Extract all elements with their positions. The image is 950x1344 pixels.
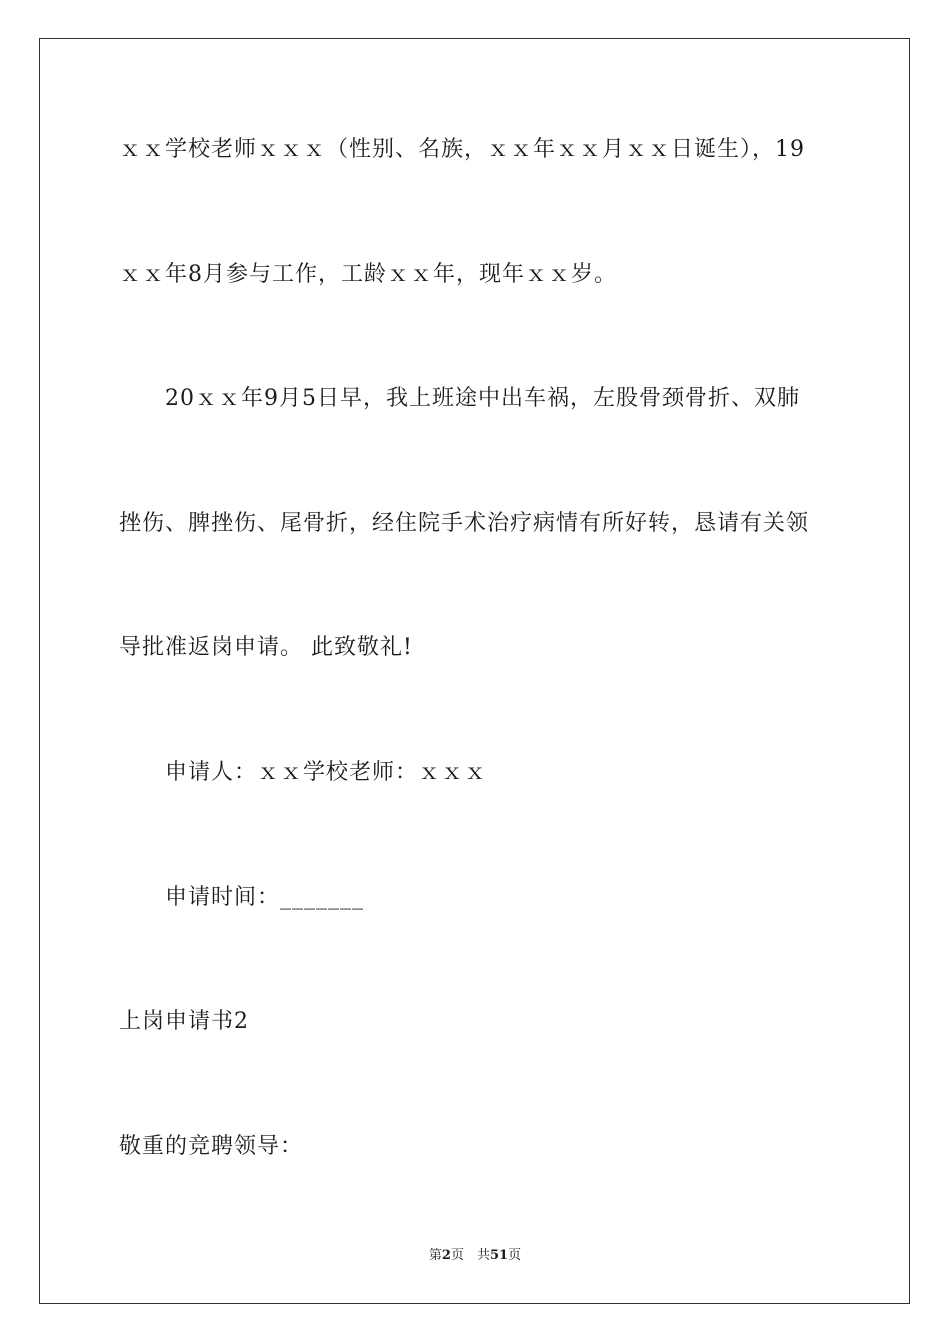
body-line-3: 20ｘｘ年9月5日早，我上班途中出车祸，左股骨颈骨折、双肺 [165, 386, 800, 411]
page-border [39, 38, 910, 1304]
body-line-1: ｘｘ学校老师ｘｘｘ（性别、名族，ｘｘ年ｘｘ月ｘｘ日诞生），19 [119, 137, 805, 162]
application-date-line: 申请时间：_______ [165, 885, 365, 910]
applicant-line: 申请人：ｘｘ学校老师：ｘｘｘ [165, 760, 488, 785]
footer-page-number: 2 [441, 1248, 451, 1263]
body-line-2: ｘｘ年8月参与工作，工龄ｘｘ年，现年ｘｘ岁。 [119, 262, 617, 287]
page-footer [0, 1247, 950, 1265]
salutation-line: 敬重的竞聘领导： [119, 1134, 304, 1159]
section-title: 上岗申请书2 [119, 1009, 249, 1034]
footer-suffix: 页 [508, 1248, 522, 1263]
footer-mid: 页 共 [450, 1248, 490, 1263]
body-line-5: 导批准返岗申请。 此致敬礼! [119, 635, 413, 660]
body-line-4: 挫伤、脾挫伤、尾骨折，经住院手术治疗病情有所好转，恳请有关领 [119, 511, 810, 536]
footer-total-pages: 51 [489, 1248, 509, 1263]
footer-prefix: 第 [428, 1248, 442, 1263]
